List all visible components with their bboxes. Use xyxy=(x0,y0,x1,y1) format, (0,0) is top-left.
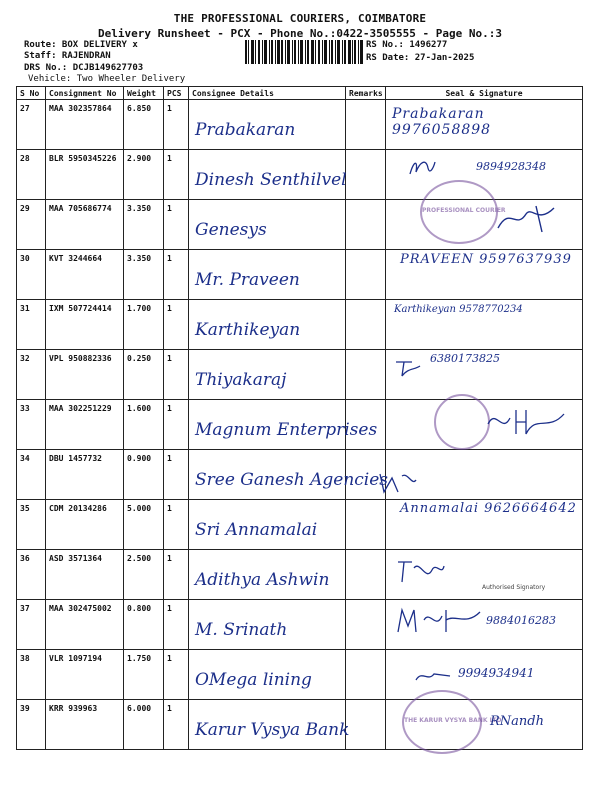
row-consignment: BLR 5950345226 xyxy=(46,150,124,200)
signature-scribble xyxy=(414,668,454,684)
row-seal-cell xyxy=(386,350,583,400)
courier-stamp-text: PROFESSIONAL COURIER xyxy=(422,207,506,214)
row-sno: 31 xyxy=(17,300,46,350)
row-consignment: MAA 705686774 xyxy=(46,200,124,250)
row-pcs: 1 xyxy=(164,100,189,150)
row-consignee-cell xyxy=(189,500,346,550)
row-weight: 6.000 xyxy=(124,700,164,750)
row-sno: 34 xyxy=(17,450,46,500)
signature-scribble xyxy=(378,470,418,496)
row-seal-cell xyxy=(386,250,583,300)
consignee-handwriting: Prabakaran xyxy=(195,120,296,140)
row-remarks xyxy=(346,200,386,250)
rs-date: RS Date: 27-Jan-2025 xyxy=(366,53,475,63)
row-sno: 35 xyxy=(17,500,46,550)
drs-label: DRS No.: DCJB149627703 xyxy=(24,63,144,73)
col-sno: S No xyxy=(17,87,46,100)
row-remarks xyxy=(346,600,386,650)
signature-scribble xyxy=(486,404,566,438)
row-weight: 1.750 xyxy=(124,650,164,700)
row-sno: 28 xyxy=(17,150,46,200)
row-pcs: 1 xyxy=(164,150,189,200)
table-row xyxy=(17,400,583,450)
table-row xyxy=(17,550,583,600)
signature-scribble xyxy=(496,204,556,234)
row-sno: 38 xyxy=(17,650,46,700)
row-consignee-cell xyxy=(189,450,389,500)
row-remarks xyxy=(346,250,386,300)
col-weight: Weight xyxy=(124,87,164,100)
company-title: THE PROFESSIONAL COURIERS, COIMBATORE xyxy=(173,12,427,25)
vehicle-label: Vehicle: Two Wheeler Delivery xyxy=(28,74,186,84)
row-sno: 33 xyxy=(17,400,46,450)
row-weight: 5.000 xyxy=(124,500,164,550)
table-row xyxy=(17,100,583,150)
row-weight: 3.350 xyxy=(124,200,164,250)
table-row xyxy=(17,250,583,300)
table-row xyxy=(17,650,583,700)
table-row xyxy=(17,300,583,350)
row-pcs: 1 xyxy=(164,350,189,400)
row-remarks xyxy=(346,650,386,700)
row-pcs: 1 xyxy=(164,600,189,650)
row-sno: 29 xyxy=(17,200,46,250)
consignee-handwriting: Sri Annamalai xyxy=(195,520,318,540)
row-sno: 32 xyxy=(17,350,46,400)
row-sno: 37 xyxy=(17,600,46,650)
signature-handwriting: Prabakaran 9976058898 xyxy=(392,106,492,138)
row-consignee-cell xyxy=(189,350,346,400)
consignee-handwriting: Karthikeyan xyxy=(195,320,301,340)
consignee-handwriting: Thiyakaraj xyxy=(195,370,287,390)
row-seal-cell xyxy=(386,400,583,450)
row-seal-cell xyxy=(386,600,583,650)
row-consignee-cell xyxy=(189,200,346,250)
row-seal-cell xyxy=(386,200,583,250)
consignee-handwriting: OMega lining xyxy=(195,670,312,690)
row-seal-cell xyxy=(386,550,583,600)
row-weight: 0.800 xyxy=(124,600,164,650)
route-label: Route: BOX DELIVERY x xyxy=(24,40,138,50)
table-row xyxy=(17,150,583,200)
row-consignment: ASD 3571364 xyxy=(46,550,124,600)
col-pcs: PCS xyxy=(164,87,189,100)
row-consignment: IXM 507724414 xyxy=(46,300,124,350)
table-row xyxy=(17,700,583,750)
row-weight: 6.850 xyxy=(124,100,164,150)
row-consignee-cell xyxy=(189,250,346,300)
runsheet-title: Delivery Runsheet - PCX - Phone No.:0422-3505555 - Page No.:3 xyxy=(98,27,502,40)
col-seal-signature: Seal & Signature xyxy=(386,87,583,100)
row-seal-cell xyxy=(386,650,583,700)
rs-number: RS No.: 1496277 xyxy=(366,40,448,50)
consignee-handwriting: Karur Vysya Bank xyxy=(195,720,350,740)
row-consignee-cell xyxy=(189,700,350,750)
row-pcs: 1 xyxy=(164,200,189,250)
authorised-signatory-text: Authorised Signatory xyxy=(482,584,546,591)
signature-handwriting: 6380173825 xyxy=(430,352,500,365)
row-consignment: VLR 1097194 xyxy=(46,650,124,700)
row-seal-cell xyxy=(386,700,583,750)
courier-stamp xyxy=(420,180,506,244)
row-weight: 1.600 xyxy=(124,400,164,450)
row-remarks xyxy=(346,500,386,550)
row-weight: 0.250 xyxy=(124,350,164,400)
row-pcs: 1 xyxy=(164,700,189,750)
bank-stamp-text: THE KARUR VYSYA BANK LTD xyxy=(404,717,502,724)
consignee-handwriting: Mr. Praveen xyxy=(195,270,300,290)
row-consignment: MAA 302357864 xyxy=(46,100,124,150)
row-remarks xyxy=(346,300,386,350)
row-seal-cell xyxy=(386,100,583,150)
row-remarks xyxy=(346,150,386,200)
row-consignment: KVT 3244664 xyxy=(46,250,124,300)
row-consignment: KRR 939963 xyxy=(46,700,124,750)
round-stamp xyxy=(434,394,490,450)
signature-handwriting: Annamalai 9626664642 xyxy=(400,501,577,516)
row-seal-cell xyxy=(386,500,583,550)
row-consignee-cell xyxy=(189,650,346,700)
row-remarks xyxy=(346,550,386,600)
row-consignment: VPL 950882336 xyxy=(46,350,124,400)
row-sno: 39 xyxy=(17,700,46,750)
row-weight: 2.500 xyxy=(124,550,164,600)
row-pcs: 1 xyxy=(164,250,189,300)
row-weight: 2.900 xyxy=(124,150,164,200)
consignee-handwriting: Genesys xyxy=(195,220,267,240)
row-weight: 1.700 xyxy=(124,300,164,350)
row-remarks xyxy=(346,700,386,750)
row-weight: 0.900 xyxy=(124,450,164,500)
row-consignee-cell xyxy=(189,100,346,150)
signature-scribble xyxy=(394,356,424,380)
consignee-handwriting: Sree Ganesh Agencies xyxy=(195,470,389,490)
consignee-handwriting: M. Srinath xyxy=(195,620,288,640)
row-consignment: CDM 20134286 xyxy=(46,500,124,550)
row-pcs: 1 xyxy=(164,500,189,550)
row-pcs: 1 xyxy=(164,300,189,350)
row-sno: 30 xyxy=(17,250,46,300)
table-row xyxy=(17,350,583,400)
row-seal-cell xyxy=(386,300,583,350)
row-pcs: 1 xyxy=(164,400,189,450)
signature-handwriting: 9884016283 xyxy=(486,614,556,627)
row-consignment: MAA 302475002 xyxy=(46,600,124,650)
col-consignee: Consignee Details xyxy=(189,87,346,100)
row-pcs: 1 xyxy=(164,550,189,600)
consignee-handwriting: Magnum Enterprises xyxy=(195,420,378,440)
row-seal-cell xyxy=(386,450,583,500)
row-remarks xyxy=(346,350,386,400)
signature-handwriting: PRAVEEN 9597637939 xyxy=(400,252,572,267)
consignee-handwriting: Adithya Ashwin xyxy=(195,570,330,590)
row-consignment: MAA 302251229 xyxy=(46,400,124,450)
table-header-row xyxy=(17,87,583,100)
signature-scribble xyxy=(408,156,436,180)
signature-handwriting: RNandh xyxy=(490,714,544,729)
signature-handwriting: 9894928348 xyxy=(476,160,546,173)
row-consignee-cell xyxy=(189,600,346,650)
table-row xyxy=(17,450,583,500)
table-row xyxy=(17,500,583,550)
barcode-graphic xyxy=(245,40,363,64)
row-consignee-cell xyxy=(189,550,346,600)
row-pcs: 1 xyxy=(164,450,189,500)
row-consignment: DBU 1457732 xyxy=(46,450,124,500)
row-remarks xyxy=(346,100,386,150)
signature-scribble xyxy=(396,556,446,586)
table-row xyxy=(17,200,583,250)
row-consignee-cell xyxy=(189,300,346,350)
row-consignee-cell xyxy=(189,150,346,200)
table-row xyxy=(17,600,583,650)
row-sno: 36 xyxy=(17,550,46,600)
row-sno: 27 xyxy=(17,100,46,150)
row-pcs: 1 xyxy=(164,650,189,700)
runsheet-table xyxy=(16,86,583,750)
row-weight: 3.350 xyxy=(124,250,164,300)
row-consignee-cell xyxy=(189,400,378,450)
staff-label: Staff: RAJENDRAN xyxy=(24,51,111,61)
col-consignment: Consignment No xyxy=(46,87,124,100)
signature-handwriting: Karthikeyan 9578770234 xyxy=(394,304,523,315)
signature-scribble xyxy=(396,606,482,636)
col-remarks: Remarks xyxy=(346,87,386,100)
signature-handwriting: 9994934941 xyxy=(458,666,535,680)
consignee-handwriting: Dinesh Senthilvel xyxy=(195,170,347,190)
bank-stamp xyxy=(402,690,502,754)
